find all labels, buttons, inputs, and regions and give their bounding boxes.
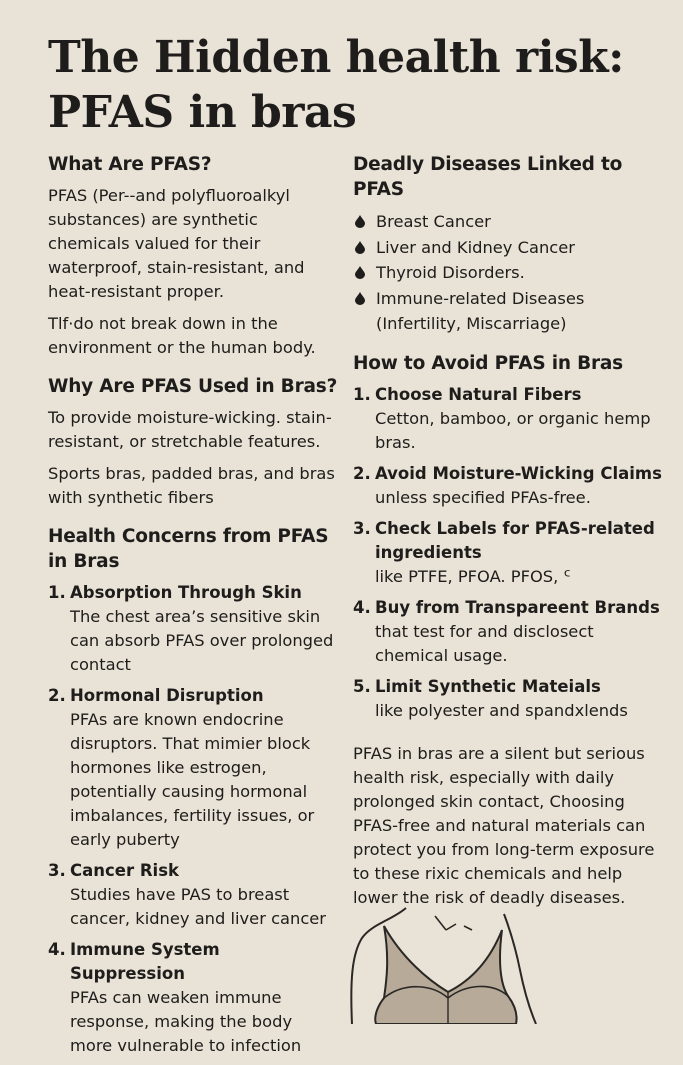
- list-item: [353, 286, 668, 337]
- item-title: Buy from Transpareent Brands: [375, 597, 660, 617]
- item-text: The chest area’s sensitive skin can absorb PFAS over prolonged contact: [70, 607, 334, 674]
- section-how-to-avoid: [353, 351, 668, 723]
- section-heading: Health Concerns from PFAS in Bras: [48, 526, 329, 572]
- item-number: 1.: [48, 583, 66, 602]
- list-item: [353, 596, 668, 668]
- item-number: 4.: [48, 940, 66, 959]
- diseases-list: [353, 209, 668, 337]
- item-title: Limit Synthetic Mateials: [375, 676, 601, 696]
- item-text: Studies have PAS to breast cancer, kidney and liver cancer: [70, 885, 326, 928]
- list-item: [353, 383, 668, 455]
- item-text: PFAs can weaken immune response, making the body more vulnerable to infection: [70, 988, 302, 1055]
- item-number: 1.: [353, 384, 371, 404]
- left-column: [48, 152, 338, 1065]
- concerns-list: [48, 581, 338, 1058]
- disease-label: Liver and Kidney Cancer: [376, 237, 575, 257]
- list-item: [48, 581, 338, 677]
- avoid-list: [353, 383, 668, 723]
- list-item: [353, 462, 668, 510]
- list-item: [48, 684, 338, 852]
- water-drop-icon: [355, 292, 365, 305]
- list-item: [353, 517, 668, 589]
- disease-label: Immune-related Diseases (Infertility, Miscarriage): [376, 288, 585, 333]
- item-number: 2.: [48, 686, 66, 705]
- disease-label: Breast Cancer: [376, 212, 491, 231]
- item-title: Choose Natural Fibers: [375, 384, 582, 404]
- water-drop-icon: [355, 241, 365, 254]
- paragraph: To provide moisture-wicking. stain-resistant, or stretchable features.: [48, 408, 332, 451]
- section-what-are-pfas: [48, 152, 338, 360]
- item-number: 4.: [353, 597, 371, 617]
- disease-label: Thyroid Disorders.: [376, 263, 525, 282]
- item-text: Cetton, bamboo, or organic hemp bras.: [375, 408, 651, 452]
- bra-illustration: [340, 900, 570, 1024]
- section-heading: Why Are PFAS Used in Bras?: [48, 376, 338, 397]
- item-title: Avoid Moisture-Wicking Claims: [375, 463, 662, 483]
- water-drop-icon: [355, 266, 365, 279]
- list-item: [48, 938, 338, 1058]
- list-item: [353, 675, 668, 723]
- item-text: like polyester and spandxlends: [375, 700, 628, 720]
- item-number: 2.: [353, 463, 371, 483]
- page-title: The Hidden health risk: PFAS in bras: [48, 32, 624, 138]
- section-heading: Deadly Diseases Linked to PFAS: [353, 154, 623, 200]
- item-number: 3.: [353, 518, 371, 538]
- item-text: unless specified PFAs-free.: [375, 487, 591, 507]
- item-title: Cancer Risk: [70, 861, 179, 880]
- paragraph: PFAS (Per--and polyfluoroalkyl substances) are synthetic chemicals valued for their waterproof, stain-resistant, and heat-resistant proper.: [48, 186, 305, 301]
- item-number: 3.: [48, 861, 66, 880]
- item-title: Immune System Suppression: [70, 940, 220, 983]
- item-title: Absorption Through Skin: [70, 583, 302, 602]
- item-title: Check Labels for PFAS-related ingredients: [375, 518, 655, 562]
- list-item: [353, 260, 668, 286]
- list-item: [353, 209, 668, 235]
- paragraph: Sports bras, padded bras, and bras with synthetic fibers: [48, 464, 335, 507]
- item-text: PFAs are known endocrine disruptors. That mimier block hormones like estrogen, potentially causing hormonal imbalances, fertility issues, or early puberty: [70, 710, 315, 849]
- item-text: that test for and disclosect chemical usage.: [375, 621, 594, 665]
- item-text: like PTFE, PFOA. PFOS, ᑦ: [375, 566, 571, 586]
- section-health-concerns: [48, 524, 338, 1058]
- item-number: 5.: [353, 676, 371, 696]
- list-item: [353, 235, 668, 261]
- closing-paragraph: PFAS in bras are a silent but serious health risk, especially with daily prolonged skin contact, Choosing PFAS-free and natural materials can protect you from long-term exposure to these rixic chemicals and help lower the risk of deadly diseases.: [353, 743, 655, 907]
- paragraph: Tlf·do not break down in the environment or the human body.: [48, 314, 316, 357]
- section-diseases: [353, 152, 668, 337]
- section-heading: How to Avoid PFAS in Bras: [353, 352, 623, 374]
- list-item: [48, 859, 338, 931]
- water-drop-icon: [355, 215, 365, 228]
- item-title: Hormonal Disruption: [70, 686, 264, 705]
- section-why-used: [48, 374, 338, 510]
- section-heading: What Are PFAS?: [48, 154, 212, 175]
- right-column: [353, 152, 668, 910]
